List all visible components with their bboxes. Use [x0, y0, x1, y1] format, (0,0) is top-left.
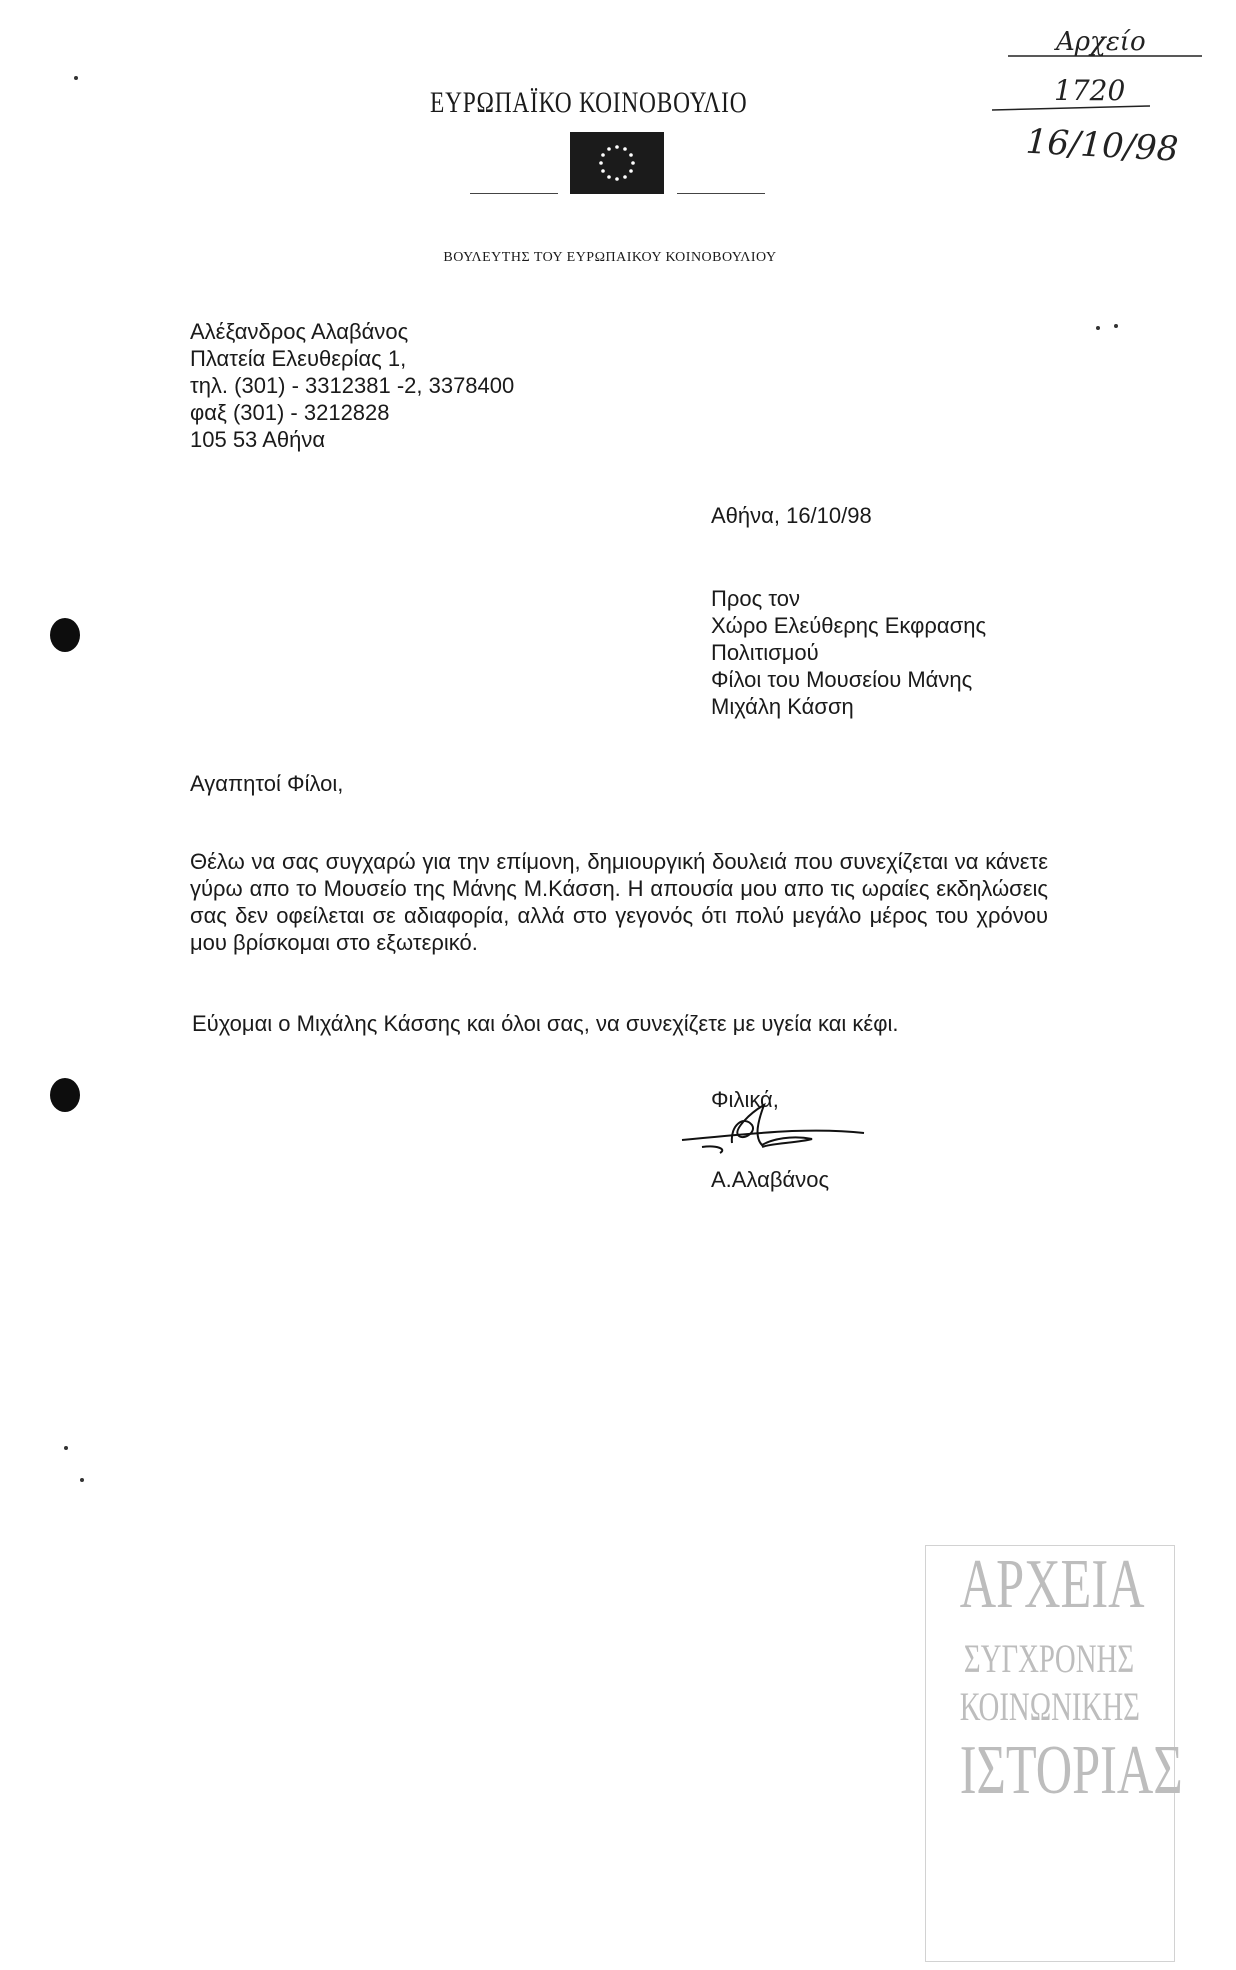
- recipient-line: Χώρο Ελεύθερης Εκφρασης: [711, 613, 987, 638]
- scan-speck: [1096, 326, 1100, 330]
- sender-line: Πλατεία Ελευθερίας 1,: [190, 346, 407, 371]
- recipient-line: Φίλοι του Μουσείου Μάνης: [711, 667, 973, 692]
- letter-body: [190, 848, 1048, 984]
- recipient-line: Πολιτισμού: [711, 640, 819, 665]
- divider-left: [470, 193, 558, 194]
- recipient-line: Προς τον: [711, 586, 800, 611]
- recipient-line: Μιχάλη Κάσση: [711, 694, 854, 719]
- sender-line: Αλέξανδρος Αλαβάνος: [190, 319, 409, 344]
- scan-speck: [1114, 324, 1118, 328]
- archive-annotation: [990, 20, 1210, 170]
- signer-name: Α.Αλαβάνος: [711, 1167, 830, 1192]
- handwritten-signature-icon: [672, 1095, 872, 1165]
- stamp-line: ΣΥΓΧΡΟΝΗΣ: [963, 1636, 1135, 1681]
- divider-right: [677, 193, 765, 194]
- salutation: Αγαπητοί Φίλοι,: [190, 771, 344, 796]
- sender-line: 105 53 Αθήνα: [190, 427, 326, 452]
- sender-line: φαξ (301) - 3212828: [190, 400, 390, 425]
- closing-wish: Εύχομαι ο Μιχάλης Κάσσης και όλοι σας, να συνεχίζετε με υγεία και κέφι.: [192, 1011, 899, 1036]
- stamp-line: ΚΟΙΝΩΝΙΚΗΣ: [959, 1684, 1140, 1729]
- sender-address: [190, 318, 514, 453]
- scan-speck: [80, 1478, 84, 1482]
- body-paragraph: Θέλω να σας συγχαρώ για την επίμονη, δημιουργική δουλειά που συνεχίζεται να κάνετε γύρω απο το Μουσείο της Μάνης Μ.Κάσση. Η απουσία μου απο τις ωραίες εκδηλώσεις σας δεν οφείλεται σε αδιαφορία, αλλά στο γεγονός ότι πολύ μεγάλο μέρος του χρόνου μου βρίσκομαι στο εξωτερικό.: [190, 849, 1048, 955]
- scan-speck: [64, 1446, 68, 1450]
- archive-date: 16/10/98: [1024, 121, 1180, 170]
- punch-hole: [50, 618, 80, 652]
- recipient-address: [711, 585, 986, 720]
- archive-label: Αρχείο: [1056, 27, 1146, 57]
- stamp-line: ΙΣΤΟΡΙΑΣ: [959, 1732, 1183, 1809]
- sender-line: τηλ. (301) - 3312381 -2, 3378400: [190, 373, 515, 398]
- sign-off: Φιλικά,: [711, 1087, 779, 1112]
- eu-flag-row: [470, 132, 765, 196]
- letter-date: Αθήνα, 16/10/98: [711, 503, 872, 528]
- letterhead-subtitle: ΒΟΥΛΕΥΤΗΣ ΤΟΥ ΕΥΡΩΠΑΙΚΟΥ ΚΟΙΝΟΒΟΥΛΙΟΥ: [443, 250, 777, 265]
- archive-stamp: [925, 1545, 1183, 1970]
- organization-title: ΕΥΡΩΠΑΪΚΟ ΚΟΙΝΟΒΟΥΛΙΟ: [430, 86, 748, 119]
- scan-speck: [74, 76, 78, 80]
- punch-hole: [50, 1078, 80, 1112]
- stamp-line: ΑΡΧΕΙΑ: [959, 1546, 1145, 1623]
- eu-flag-icon: [570, 132, 664, 194]
- archive-number: 1720: [1054, 74, 1126, 107]
